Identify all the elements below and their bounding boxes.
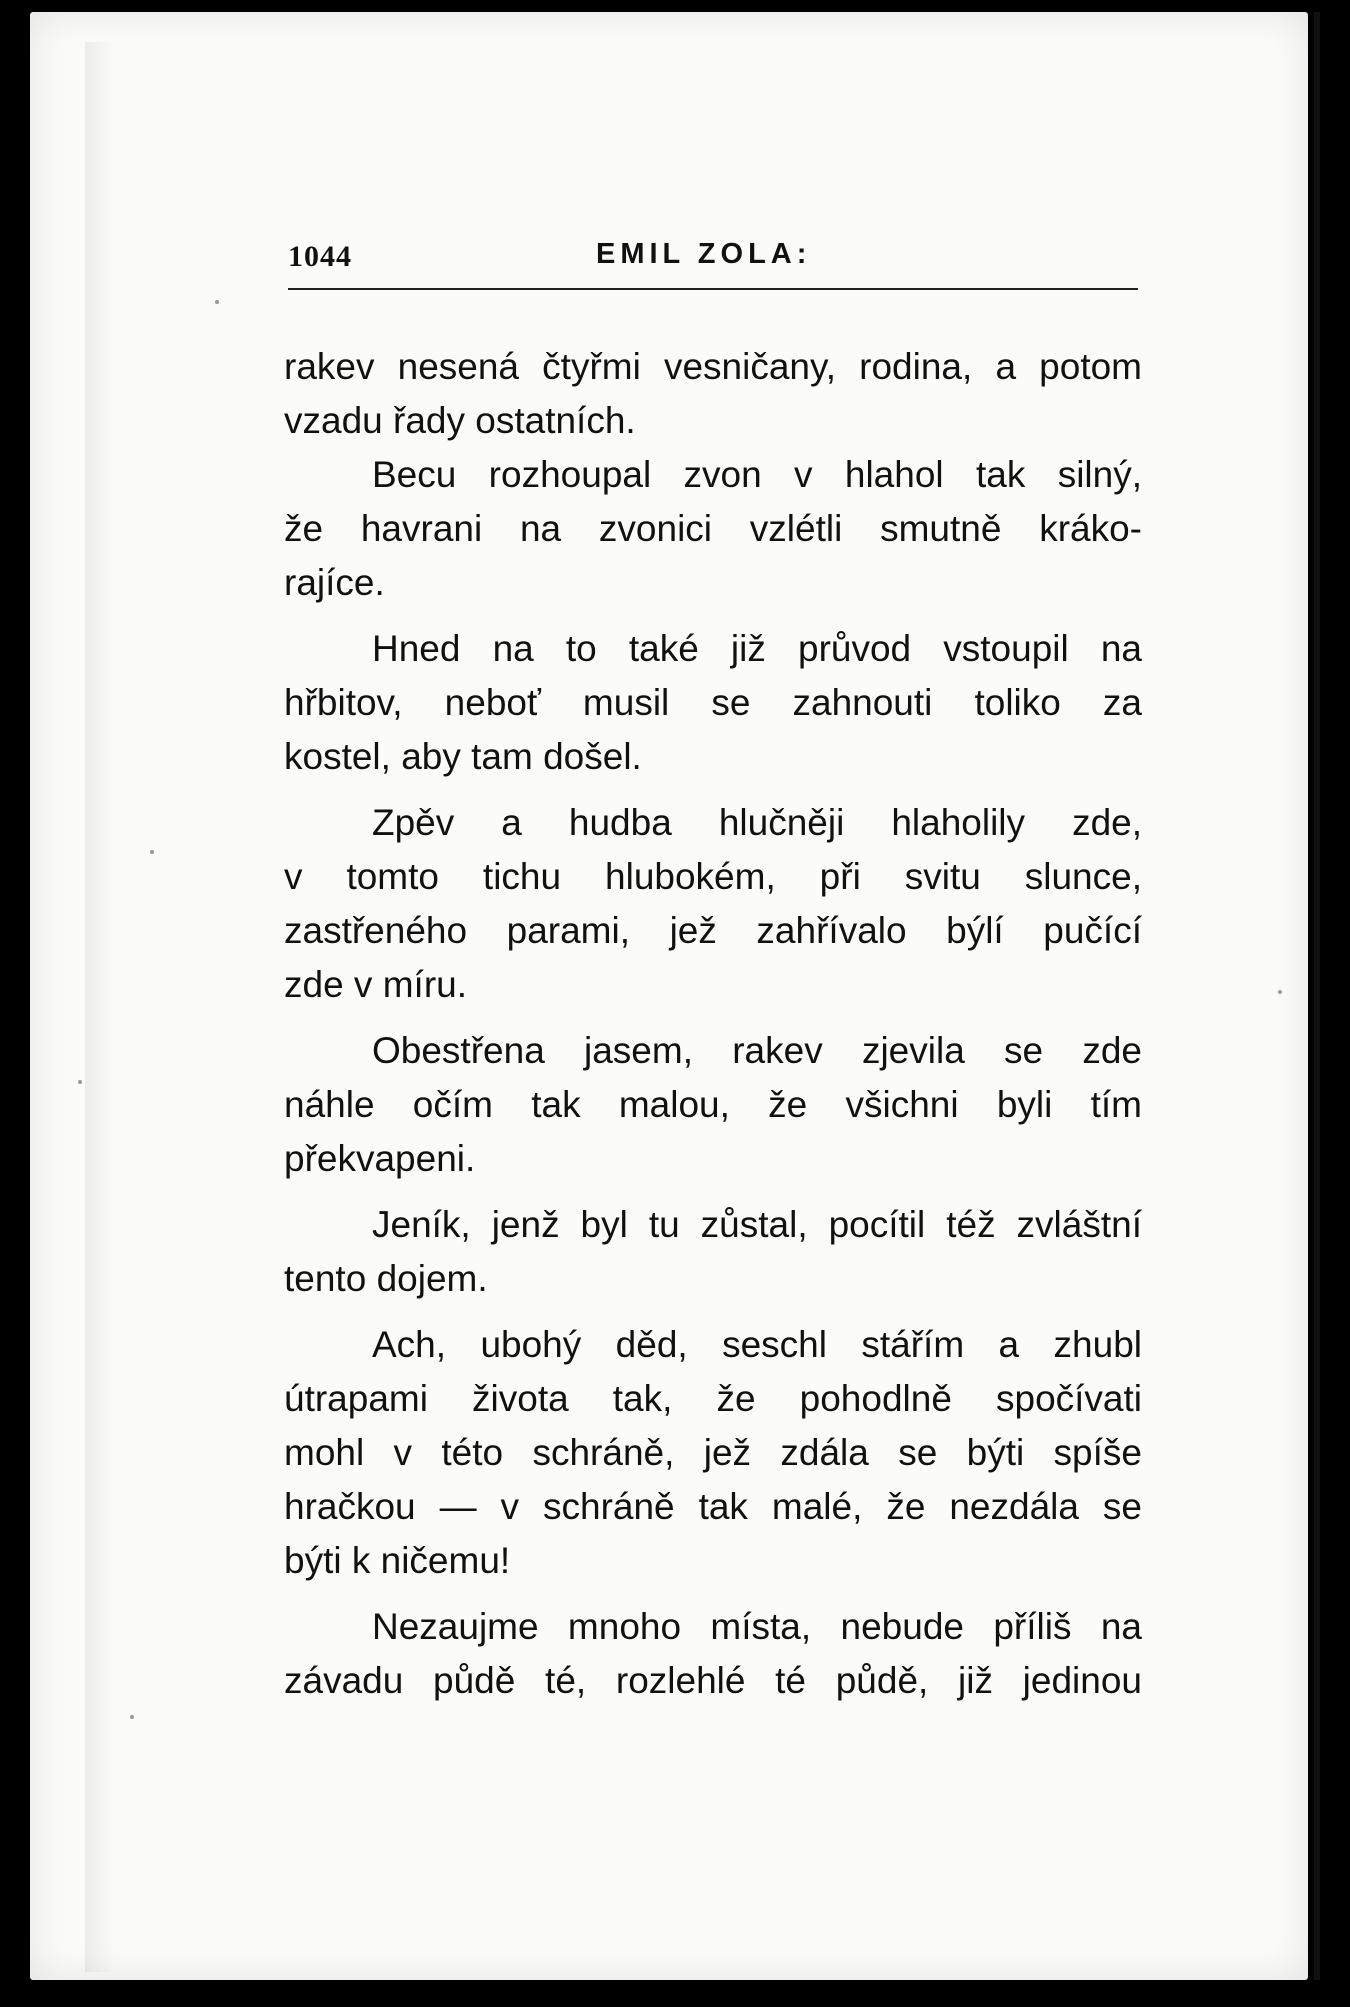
text-line: že havrani na zvonici vzlétli smutně kráko- [284,508,1142,549]
paragraph-gap [284,1186,1142,1198]
running-head: EMIL ZOLA: [596,238,812,270]
paper-speck [215,300,219,304]
text-line: mohl v této schráně, jež zdála se býti spíše [284,1432,1142,1473]
paragraph-gap [284,784,1142,796]
text-line: hračkou — v schráně tak malé, že nezdála se [284,1486,1142,1527]
text-line: Zpěv a hudba hlučněji hlaholily zde, [372,802,1142,843]
paper-speck [130,1715,134,1719]
paragraph-gap [284,1306,1142,1318]
text-line: Becu rozhoupal zvon v hlahol tak silný, [372,454,1142,495]
text-line: rajíce. [284,562,385,603]
text-line: tento dojem. [284,1258,488,1299]
paper-speck [1278,990,1282,994]
paragraph-gap [284,1012,1142,1024]
text-line: Jeník, jenž byl tu zůstal, pocítil též zvláštní [372,1204,1142,1245]
paper-speck [150,850,154,854]
text-line: zastřeného parami, jež zahřívalo býlí pučící [284,910,1142,951]
text-line: Ach, ubohý děd, seschl stářím a zhubl [372,1324,1142,1365]
text-line: závadu půdě té, rozlehlé té půdě, již jedinou [284,1660,1142,1701]
text-line: zde v míru. [284,964,467,1005]
header-rule [288,288,1138,290]
page-shadow [85,42,115,1972]
text-line: Hned na to také již průvod vstoupil na [372,628,1142,669]
text-line: kostel, aby tam došel. [284,736,642,777]
page-header [288,232,1138,292]
body-text [284,340,1142,1708]
text-line: rakev nesená čtyřmi vesničany, rodina, a potom [284,346,1142,387]
paragraph-gap [284,1588,1142,1600]
paragraph-gap [284,610,1142,622]
text-line: vzadu řady ostatních. [284,400,636,441]
text-line: náhle očím tak malou, že všichni byli tím [284,1084,1142,1125]
page-number: 1044 [288,240,352,273]
text-line: Obestřena jasem, rakev zjevila se zde [372,1030,1142,1071]
page-edge [1314,12,1320,1980]
text-line: Nezaujme mnoho místa, nebude příliš na [372,1606,1142,1647]
text-line: hřbitov, neboť musil se zahnouti toliko za [284,682,1142,723]
text-line: překvapeni. [284,1138,476,1179]
text-line: býti k ničemu! [284,1540,511,1581]
text-line: útrapami života tak, že pohodlně spočívati [284,1378,1142,1419]
paper-speck [78,1080,82,1084]
text-line: v tomto tichu hlubokém, při svitu slunce, [284,856,1142,897]
